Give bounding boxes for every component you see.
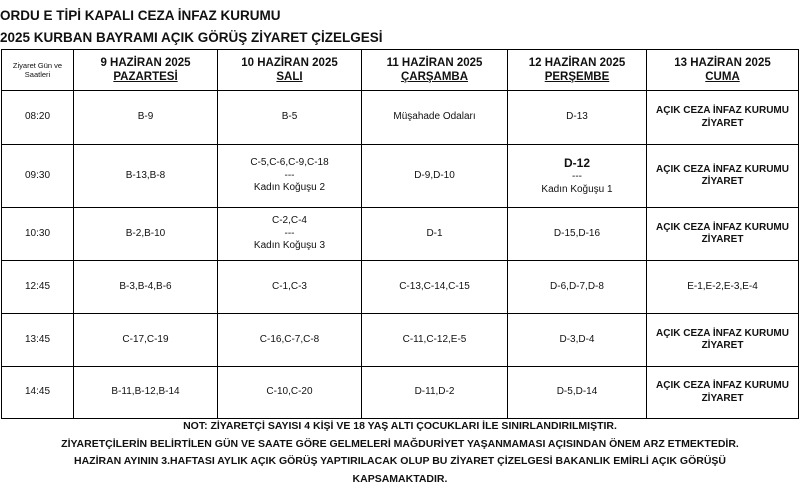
notice-line: KAPSAMAKTADIR. bbox=[352, 472, 448, 485]
ward-cell: D-1 bbox=[362, 208, 508, 261]
ward-cell: B-13,B-8 bbox=[74, 145, 218, 208]
open-visit-line2: ZİYARET bbox=[701, 392, 744, 404]
ward-cell: C-16,C-7,C-8 bbox=[218, 314, 362, 367]
ward-cell: B-2,B-10 bbox=[74, 208, 218, 261]
open-visit-cell bbox=[647, 91, 799, 145]
corner-label-line1: Ziyaret Gün ve bbox=[12, 60, 63, 70]
corner-label-line2: Saatleri bbox=[24, 70, 51, 79]
open-visit-cell bbox=[647, 367, 799, 419]
ward-cell: C-17,C-19 bbox=[74, 314, 218, 367]
ward-cell: D-5,D-14 bbox=[508, 367, 647, 419]
open-visit-line1: AÇIK CEZA İNFAZ KURUMU bbox=[656, 163, 789, 175]
open-visit-cell bbox=[647, 145, 799, 208]
ward-cell: D-11,D-2 bbox=[362, 367, 508, 419]
notice-line: NOT: ZİYARETÇİ SAYISI 4 KİŞİ VE 18 YAŞ ALTI ÇOCUKLARI İLE SINIRLANDIRILMIŞTIR. bbox=[183, 420, 617, 432]
ward-cell: D-9,D-10 bbox=[362, 145, 508, 208]
open-visit-cell bbox=[647, 314, 799, 367]
time-cell: 08:20 bbox=[2, 91, 74, 145]
ward-cell: C-1,C-3 bbox=[218, 261, 362, 314]
time-cell: 13:45 bbox=[2, 314, 74, 367]
ward-list: D-12 bbox=[563, 156, 590, 170]
ward-cell: Müşahade Odaları bbox=[362, 91, 508, 145]
time-cell: 14:45 bbox=[2, 367, 74, 419]
day-header-fri bbox=[647, 50, 799, 91]
notice-line: HAZİRAN AYININ 3.HAFTASI AYLIK AÇIK GÖRÜŞ YAPTIRILACAK OLUP BU ZİYARET ÇİZELGESİ BAKANLIK EMİRLİ AÇIK GÖRÜŞÜ bbox=[73, 455, 727, 467]
ward-cell: C-10,C-20 bbox=[218, 367, 362, 419]
ward-cell bbox=[218, 145, 362, 208]
table-row bbox=[2, 208, 799, 261]
separator: --- bbox=[572, 171, 582, 182]
day-weekday: SALI bbox=[276, 71, 303, 83]
day-header-mon bbox=[74, 50, 218, 91]
ward-cell: B-5 bbox=[218, 91, 362, 145]
open-visit-cell bbox=[647, 208, 799, 261]
notice-block bbox=[0, 418, 800, 488]
open-visit-line1: AÇIK CEZA İNFAZ KURUMU bbox=[656, 380, 789, 391]
time-cell: 09:30 bbox=[2, 145, 74, 208]
separator: --- bbox=[284, 227, 295, 239]
ward-cell: D-13 bbox=[508, 91, 647, 145]
day-date: 11 HAZİRAN 2025 bbox=[386, 56, 483, 69]
corner-header bbox=[2, 50, 74, 91]
table-row bbox=[2, 91, 799, 145]
day-weekday: PAZARTESİ bbox=[113, 71, 178, 83]
table-row bbox=[2, 145, 799, 208]
ward-cell: B-3,B-4,B-6 bbox=[74, 261, 218, 314]
day-date: 12 HAZİRAN 2025 bbox=[528, 56, 626, 69]
open-visit-line2: ZİYARET bbox=[701, 176, 744, 187]
open-visit-line1: AÇIK CEZA İNFAZ KURUMU bbox=[656, 327, 789, 339]
ward-list: C-2,C-4 bbox=[271, 215, 307, 227]
ward-list: Kadın Koğuşu 1 bbox=[541, 183, 613, 195]
ward-cell bbox=[218, 208, 362, 261]
ward-cell: C-13,C-14,C-15 bbox=[362, 261, 508, 314]
time-cell: 10:30 bbox=[2, 208, 74, 261]
day-header-thu bbox=[508, 50, 647, 91]
separator: --- bbox=[284, 169, 295, 181]
ward-cell: B-11,B-12,B-14 bbox=[74, 367, 218, 419]
header-row bbox=[2, 50, 799, 91]
day-date: 10 HAZİRAN 2025 bbox=[241, 56, 338, 69]
visit-schedule-table bbox=[1, 49, 799, 419]
day-date: 9 HAZİRAN 2025 bbox=[100, 56, 191, 69]
open-visit-line2: ZİYARET bbox=[701, 234, 744, 245]
day-date: 13 HAZİRAN 2025 bbox=[674, 56, 771, 69]
time-cell: 12:45 bbox=[2, 261, 74, 314]
ward-cell: D-15,D-16 bbox=[508, 208, 647, 261]
day-weekday: ÇARŞAMBA bbox=[400, 71, 469, 83]
ward-cell: E-1,E-2,E-3,E-4 bbox=[647, 261, 799, 314]
day-weekday: PERŞEMBE bbox=[544, 71, 610, 83]
ward-cell: C-11,C-12,E-5 bbox=[362, 314, 508, 367]
ward-list: Kadın Koğuşu 2 bbox=[253, 182, 326, 194]
day-header-tue bbox=[218, 50, 362, 91]
ward-cell: D-6,D-7,D-8 bbox=[508, 261, 647, 314]
institution-title: ORDU E TİPİ KAPALI CEZA İNFAZ KURUMU bbox=[0, 8, 281, 23]
day-header-wed bbox=[362, 50, 508, 91]
day-weekday: CUMA bbox=[705, 71, 740, 83]
notice-line: ZİYARETÇİLERİN BELİRTİLEN GÜN VE SAATE GÖRE GELMELERİ MAĞDURİYET YAŞANMAMASI AÇISINDAN ÖNEM ARZ ETMEKTEDİR. bbox=[61, 437, 739, 450]
ward-list: C-5,C-6,C-9,C-18 bbox=[250, 157, 329, 169]
open-visit-line2: ZİYARET bbox=[701, 340, 744, 351]
ward-list: Kadın Koğuşu 3 bbox=[253, 240, 326, 252]
table-row bbox=[2, 314, 799, 367]
ward-cell bbox=[508, 145, 647, 208]
table-row bbox=[2, 367, 799, 419]
open-visit-line2: ZİYARET bbox=[701, 117, 744, 129]
table-row bbox=[2, 261, 799, 314]
open-visit-line1: AÇIK CEZA İNFAZ KURUMU bbox=[656, 221, 789, 233]
ward-cell: B-9 bbox=[74, 91, 218, 145]
ward-cell: D-3,D-4 bbox=[508, 314, 647, 367]
open-visit-line1: AÇIK CEZA İNFAZ KURUMU bbox=[656, 105, 789, 116]
schedule-title: 2025 KURBAN BAYRAMI AÇIK GÖRÜŞ ZİYARET ÇİZELGESİ bbox=[0, 30, 383, 45]
